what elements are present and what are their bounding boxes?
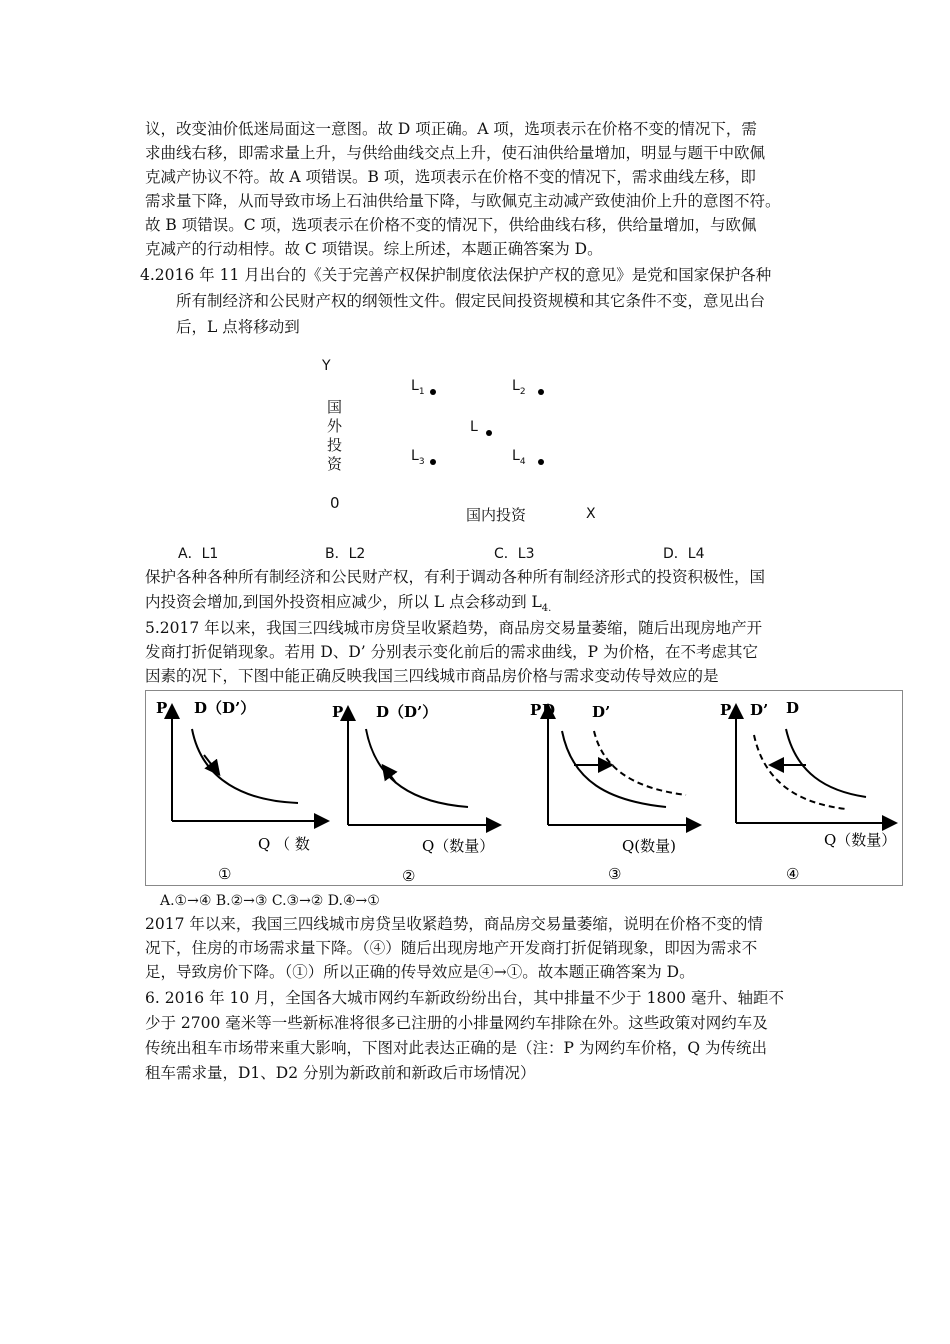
point-l4 [538, 459, 544, 465]
q4-stem: 后，L 点将移动到 [176, 318, 300, 336]
q4-stem: 4.2016 年 11 月出台的《关于完善产权保护制度依法保护产权的意见》是党和国家保护各种 [140, 266, 772, 284]
chart-2-num: ② [402, 867, 416, 885]
point-label-l4: $L_4$ [512, 448, 526, 467]
chart-3-d2: D’ [592, 703, 611, 721]
q5-stem: 因素的况下，下图中能正确反映我国三四线城市商品房价格与需求变动传导效应的是 [145, 667, 719, 685]
chart-2 [332, 703, 498, 885]
y-axis-label: Y [322, 358, 331, 374]
analysis-line: 故 B 项错误。C 项，选项表示在价格不变的情况下，供给曲线右移，供给量增加，与欧佩 [145, 216, 757, 234]
chart-4 [720, 699, 896, 883]
point-label-l3: $L_3$ [411, 448, 425, 467]
chart-2-p: P [332, 703, 344, 721]
chart-1-num: ① [218, 865, 232, 883]
y-axis-title: 国 外 投 资 [327, 398, 343, 473]
analysis-line: 求曲线右移，即需求量上升，与供给曲线交点上升，使石油供给量增加，明显与题干中欧佩 [145, 144, 766, 162]
chart-3-d: D [542, 701, 556, 719]
chart-4-num: ④ [786, 865, 800, 883]
q6-stem: 6. 2016 年 10 月，全国各大城市网约车新政纷纷出台，其中排量不少于 1800 毫升、轴距不 [145, 989, 784, 1007]
chart-3-num: ③ [608, 865, 622, 883]
chart-4-d: D [786, 699, 800, 717]
chart-1-p: P [156, 699, 168, 717]
chart-3 [530, 701, 698, 883]
q5-stem: 发商打折促销现象。若用 D、D’ 分别表示变化前后的需求曲线，P 为价格，在不考虑其它 [145, 643, 758, 661]
q5-analysis: 况下，住房的市场需求量下降。（④）随后出现房地产开发商打折促销现象，即因为需求不 [145, 939, 758, 957]
option-b: B．L2 [325, 546, 366, 562]
option-c: C．L3 [494, 546, 535, 562]
option-a: A．L1 [178, 546, 219, 562]
option-d: D．L4 [663, 546, 705, 562]
q5-options: A.①→④ B.②→③ C.③→② D.④→① [160, 893, 380, 909]
chart-2-q: Q（数量） [422, 837, 495, 855]
point-l3 [430, 459, 436, 465]
chart-4-d2: D’ [750, 701, 769, 719]
q6-stem: 传统出租车市场带来重大影响，下图对此表达正确的是（注：P 为网约车价格，Q 为传统出 [145, 1039, 767, 1057]
q6-stem: 少于 2700 毫米等一些新标准将很多已注册的小排量网约车排除在外。这些政策对网约车及 [145, 1014, 768, 1032]
analysis-line: 需求量下降，从而导致市场上石油供给量下降，与欧佩克主动减产致使油价上升的意图不符。 [145, 192, 781, 210]
q4-analysis: 保护各种各种所有制经济和公民财产权，有利于调动各种所有制经济形式的投资积极性，国 [145, 568, 766, 586]
point-label-l2: $L_2$ [512, 378, 526, 397]
chart-3-q: Q(数量) [622, 837, 677, 855]
chart-4-q: Q（数量） [824, 831, 897, 849]
chart-1-curve-label: D（D’） [194, 699, 256, 717]
point-label-l: L [470, 419, 478, 435]
q5-analysis: 足，导致房价下降。（①）所以正确的传导效应是④→①。故本题正确答案为 D。 [145, 963, 695, 981]
chart-1 [156, 699, 326, 883]
chart-3-p: P [530, 701, 542, 719]
origin-label: 0 [330, 494, 340, 512]
chart-4-p: P [720, 701, 732, 719]
q5-analysis: 2017 年以来，我国三四线城市房贷呈收紧趋势，商品房交易量萎缩，说明在价格不变的情 [145, 915, 763, 933]
chart-2-curve-label: D（D’） [376, 703, 438, 721]
point-l [486, 430, 492, 436]
q4-stem: 所有制经济和公民财产权的纲领性文件。假定民间投资规模和其它条件不变，意见出台 [176, 292, 766, 310]
point-l2 [538, 389, 544, 395]
analysis-line: 克减产协议不符。故 A 项错误。B 项，选项表示在价格不变的情况下，需求曲线左移，即 [145, 168, 756, 186]
point-label-l1: $L_1$ [411, 378, 425, 397]
q5-stem: 5.2017 年以来，我国三四线城市房贷呈收紧趋势，商品房交易量萎缩，随后出现房地产开 [145, 619, 763, 637]
analysis-line: 议，改变油价低迷局面这一意图。故 D 项正确。A 项，选项表示在价格不变的情况下，需 [145, 120, 757, 138]
q5-figure-box [145, 690, 903, 886]
x-axis-label: X [586, 506, 596, 522]
x-axis-title: 国内投资 [466, 506, 527, 524]
q4-analysis: 内投资会增加,到国外投资相应减少，所以 L 点会移动到 $L_{4.}$ [145, 593, 552, 615]
point-l1 [430, 389, 436, 395]
q6-stem: 租车需求量，D1、D2 分别为新政前和新政后市场情况） [145, 1064, 536, 1082]
q5-charts-svg [146, 691, 902, 885]
chart-1-q: Q （ 数 [258, 835, 310, 853]
analysis-line: 克减产的行动相悖。故 C 项错误。综上所述，本题正确答案为 D。 [145, 240, 603, 258]
